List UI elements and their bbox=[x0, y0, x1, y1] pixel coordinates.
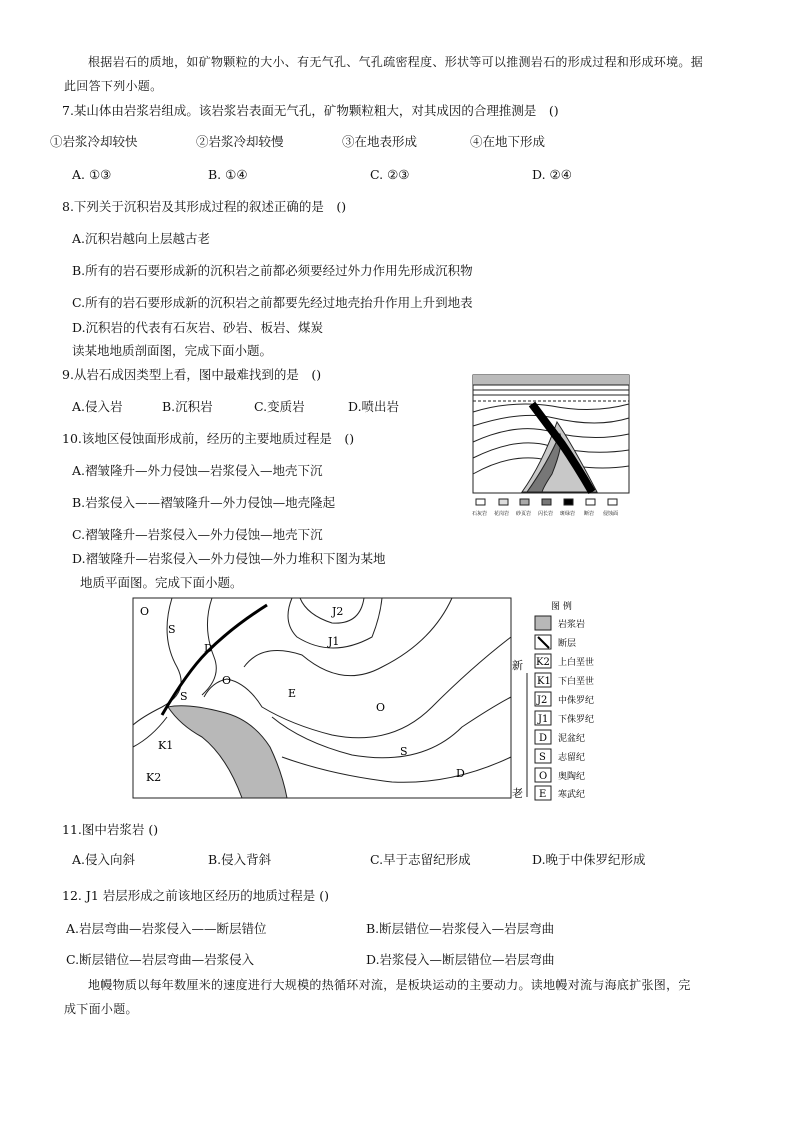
q10-option-b[interactable]: B.岩浆侵入——褶皱隆升—外力侵蚀—地壳隆起 bbox=[72, 495, 336, 510]
q7-option-b[interactable]: B. ①④ bbox=[208, 167, 248, 182]
profile-legend-6: 断岩 bbox=[584, 511, 595, 517]
q12-option-d[interactable]: D.岩浆侵入—断层错位—岩层弯曲 bbox=[366, 952, 555, 967]
intro-passage-line1: 根据岩石的质地，如矿物颗粒的大小、有无气孔、气孔疏密程度、形状等可以推测岩石的形成过程和形成环境。据 bbox=[88, 55, 704, 69]
legend-fault: 断层 bbox=[558, 639, 577, 649]
q12-option-c[interactable]: C.断层错位—岩层弯曲—岩浆侵入 bbox=[66, 952, 255, 967]
legend-name-D: 泥盆纪 bbox=[558, 734, 586, 744]
q8-option-d[interactable]: D.沉积岩的代表有石灰岩、砂岩、板岩、煤炭 bbox=[72, 320, 324, 335]
geological-profile-figure bbox=[472, 374, 632, 519]
legend-name-K2: 上白垩世 bbox=[558, 658, 595, 668]
q8-option-b[interactable]: B.所有的岩石要形成新的沉积岩之前都必须要经过外力作用先形成沉积物 bbox=[72, 263, 473, 278]
map-region-O-3: O bbox=[376, 701, 386, 714]
legend-title: 图 例 bbox=[551, 602, 572, 612]
q8-option-c[interactable]: C.所有的岩石要形成新的沉积岩之前都要先经过地壳抬升作用上升到地表 bbox=[72, 295, 473, 310]
map-region-K2: K2 bbox=[146, 771, 162, 784]
q11-option-c[interactable]: C.早于志留纪形成 bbox=[370, 852, 471, 867]
legend-name-O: 奥陶纪 bbox=[558, 772, 586, 782]
q8-option-a[interactable]: A.沉积岩越向上层越古老 bbox=[72, 231, 211, 246]
q7-item-3: ③在地表形成 bbox=[342, 134, 418, 149]
q11-option-a[interactable]: A.侵入向斜 bbox=[72, 852, 136, 867]
intro-passage-2: 读某地地质剖面图，完成下面小题。 bbox=[72, 343, 273, 358]
map-region-J1: J1 bbox=[328, 635, 340, 648]
q12-option-b[interactable]: B.断层错位—岩浆侵入—岩层弯曲 bbox=[366, 921, 555, 936]
profile-legend-2: 花岗岩 bbox=[494, 511, 510, 517]
map-region-O-2: O bbox=[222, 674, 232, 687]
legend-code-J1: J1 bbox=[538, 714, 549, 725]
q9-option-c[interactable]: C.变质岩 bbox=[254, 399, 305, 414]
legend-name-J1: 下侏罗纪 bbox=[558, 715, 595, 725]
intro-passage-line2: 此回答下列小题。 bbox=[64, 79, 163, 93]
map-region-K1: K1 bbox=[158, 739, 174, 752]
question-7-stem: 7.某山体由岩浆岩组成。该岩浆岩表面无气孔，矿物颗粒粗大，对其成因的合理推测是 () bbox=[62, 103, 559, 118]
profile-legend-4: 闪长岩 bbox=[538, 511, 554, 517]
legend-name-J2: 中侏罗纪 bbox=[558, 696, 595, 706]
question-11-stem: 11.图中岩浆岩 () bbox=[62, 822, 159, 837]
q7-item-4: ④在地下形成 bbox=[470, 134, 546, 149]
question-8-stem: 8.下列关于沉积岩及其形成过程的叙述正确的是 () bbox=[62, 199, 347, 214]
intro-passage-3: 地质平面图。完成下面小题。 bbox=[80, 575, 243, 590]
q9-option-d[interactable]: D.喷出岩 bbox=[348, 399, 400, 414]
map-region-E: E bbox=[288, 687, 297, 700]
legend-magmatic-rock: 岩浆岩 bbox=[558, 620, 586, 630]
legend-code-K2: K2 bbox=[536, 657, 550, 668]
profile-legend-5: 斑绿岩 bbox=[560, 511, 576, 517]
q9-option-a[interactable]: A.侵入岩 bbox=[72, 399, 123, 414]
legend-code-E: E bbox=[539, 789, 547, 800]
map-region-J2: J2 bbox=[332, 605, 344, 618]
q11-option-b[interactable]: B.侵入背斜 bbox=[208, 852, 272, 867]
q7-option-a[interactable]: A. ①③ bbox=[72, 167, 112, 182]
legend-code-D: D bbox=[539, 733, 548, 744]
geological-map-legend bbox=[510, 597, 610, 802]
map-region-O-1: O bbox=[140, 605, 150, 618]
q7-option-c[interactable]: C. ②③ bbox=[370, 167, 410, 182]
legend-code-O: O bbox=[539, 771, 548, 782]
q10-option-a[interactable]: A.褶皱隆升—外力侵蚀—岩浆侵入—地壳下沉 bbox=[72, 463, 323, 478]
legend-code-K1: K1 bbox=[537, 676, 551, 687]
map-region-S-3: S bbox=[400, 745, 408, 758]
legend-name-E: 寒武纪 bbox=[558, 790, 586, 800]
profile-legend-1: 石灰岩 bbox=[472, 511, 488, 517]
profile-legend-7: 侵蚀面 bbox=[603, 511, 619, 517]
legend-name-S: 志留纪 bbox=[558, 753, 586, 763]
q9-option-b[interactable]: B.沉积岩 bbox=[162, 399, 213, 414]
geological-plan-map bbox=[132, 597, 512, 802]
question-12-stem: 12. J1 岩层形成之前该地区经历的地质过程是 () bbox=[62, 888, 330, 903]
intro-passage-4-line2: 成下面小题。 bbox=[64, 1002, 138, 1016]
question-10-stem: 10.该地区侵蚀面形成前，经历的主要地质过程是 () bbox=[62, 431, 355, 446]
map-region-S-1: S bbox=[168, 623, 176, 636]
q12-option-a[interactable]: A.岩层弯曲—岩浆侵入——断层错位 bbox=[66, 921, 267, 936]
map-region-D-2: D bbox=[456, 767, 465, 780]
legend-newer-label: 新 bbox=[512, 659, 523, 672]
q7-item-2: ②岩浆冷却较慢 bbox=[196, 134, 284, 149]
q11-option-d[interactable]: D.晚于中侏罗纪形成 bbox=[532, 852, 646, 867]
map-region-D-1: D bbox=[204, 642, 213, 655]
legend-older-label: 老 bbox=[512, 787, 523, 800]
q10-option-d[interactable]: D.褶皱隆升—岩浆侵入—外力侵蚀—外力堆积下图为某地 bbox=[72, 551, 386, 566]
legend-name-K1: 下白垩世 bbox=[558, 677, 595, 687]
profile-legend-3: 砂页岩 bbox=[516, 511, 532, 517]
legend-code-J2: J2 bbox=[537, 695, 548, 706]
q7-option-d[interactable]: D. ②④ bbox=[532, 167, 572, 182]
q7-item-1: ①岩浆冷却较快 bbox=[50, 134, 138, 149]
legend-code-S: S bbox=[539, 752, 546, 763]
q10-option-c[interactable]: C.褶皱隆升—岩浆侵入—外力侵蚀—地壳下沉 bbox=[72, 527, 323, 542]
intro-passage-4-line1: 地幔物质以每年数厘米的速度进行大规模的热循环对流，是板块运动的主要动力。读地幔对流与海底扩张图，完 bbox=[88, 978, 691, 992]
map-region-S-2: S bbox=[180, 690, 188, 703]
question-9-stem: 9.从岩石成因类型上看，图中最难找到的是 () bbox=[62, 367, 322, 382]
